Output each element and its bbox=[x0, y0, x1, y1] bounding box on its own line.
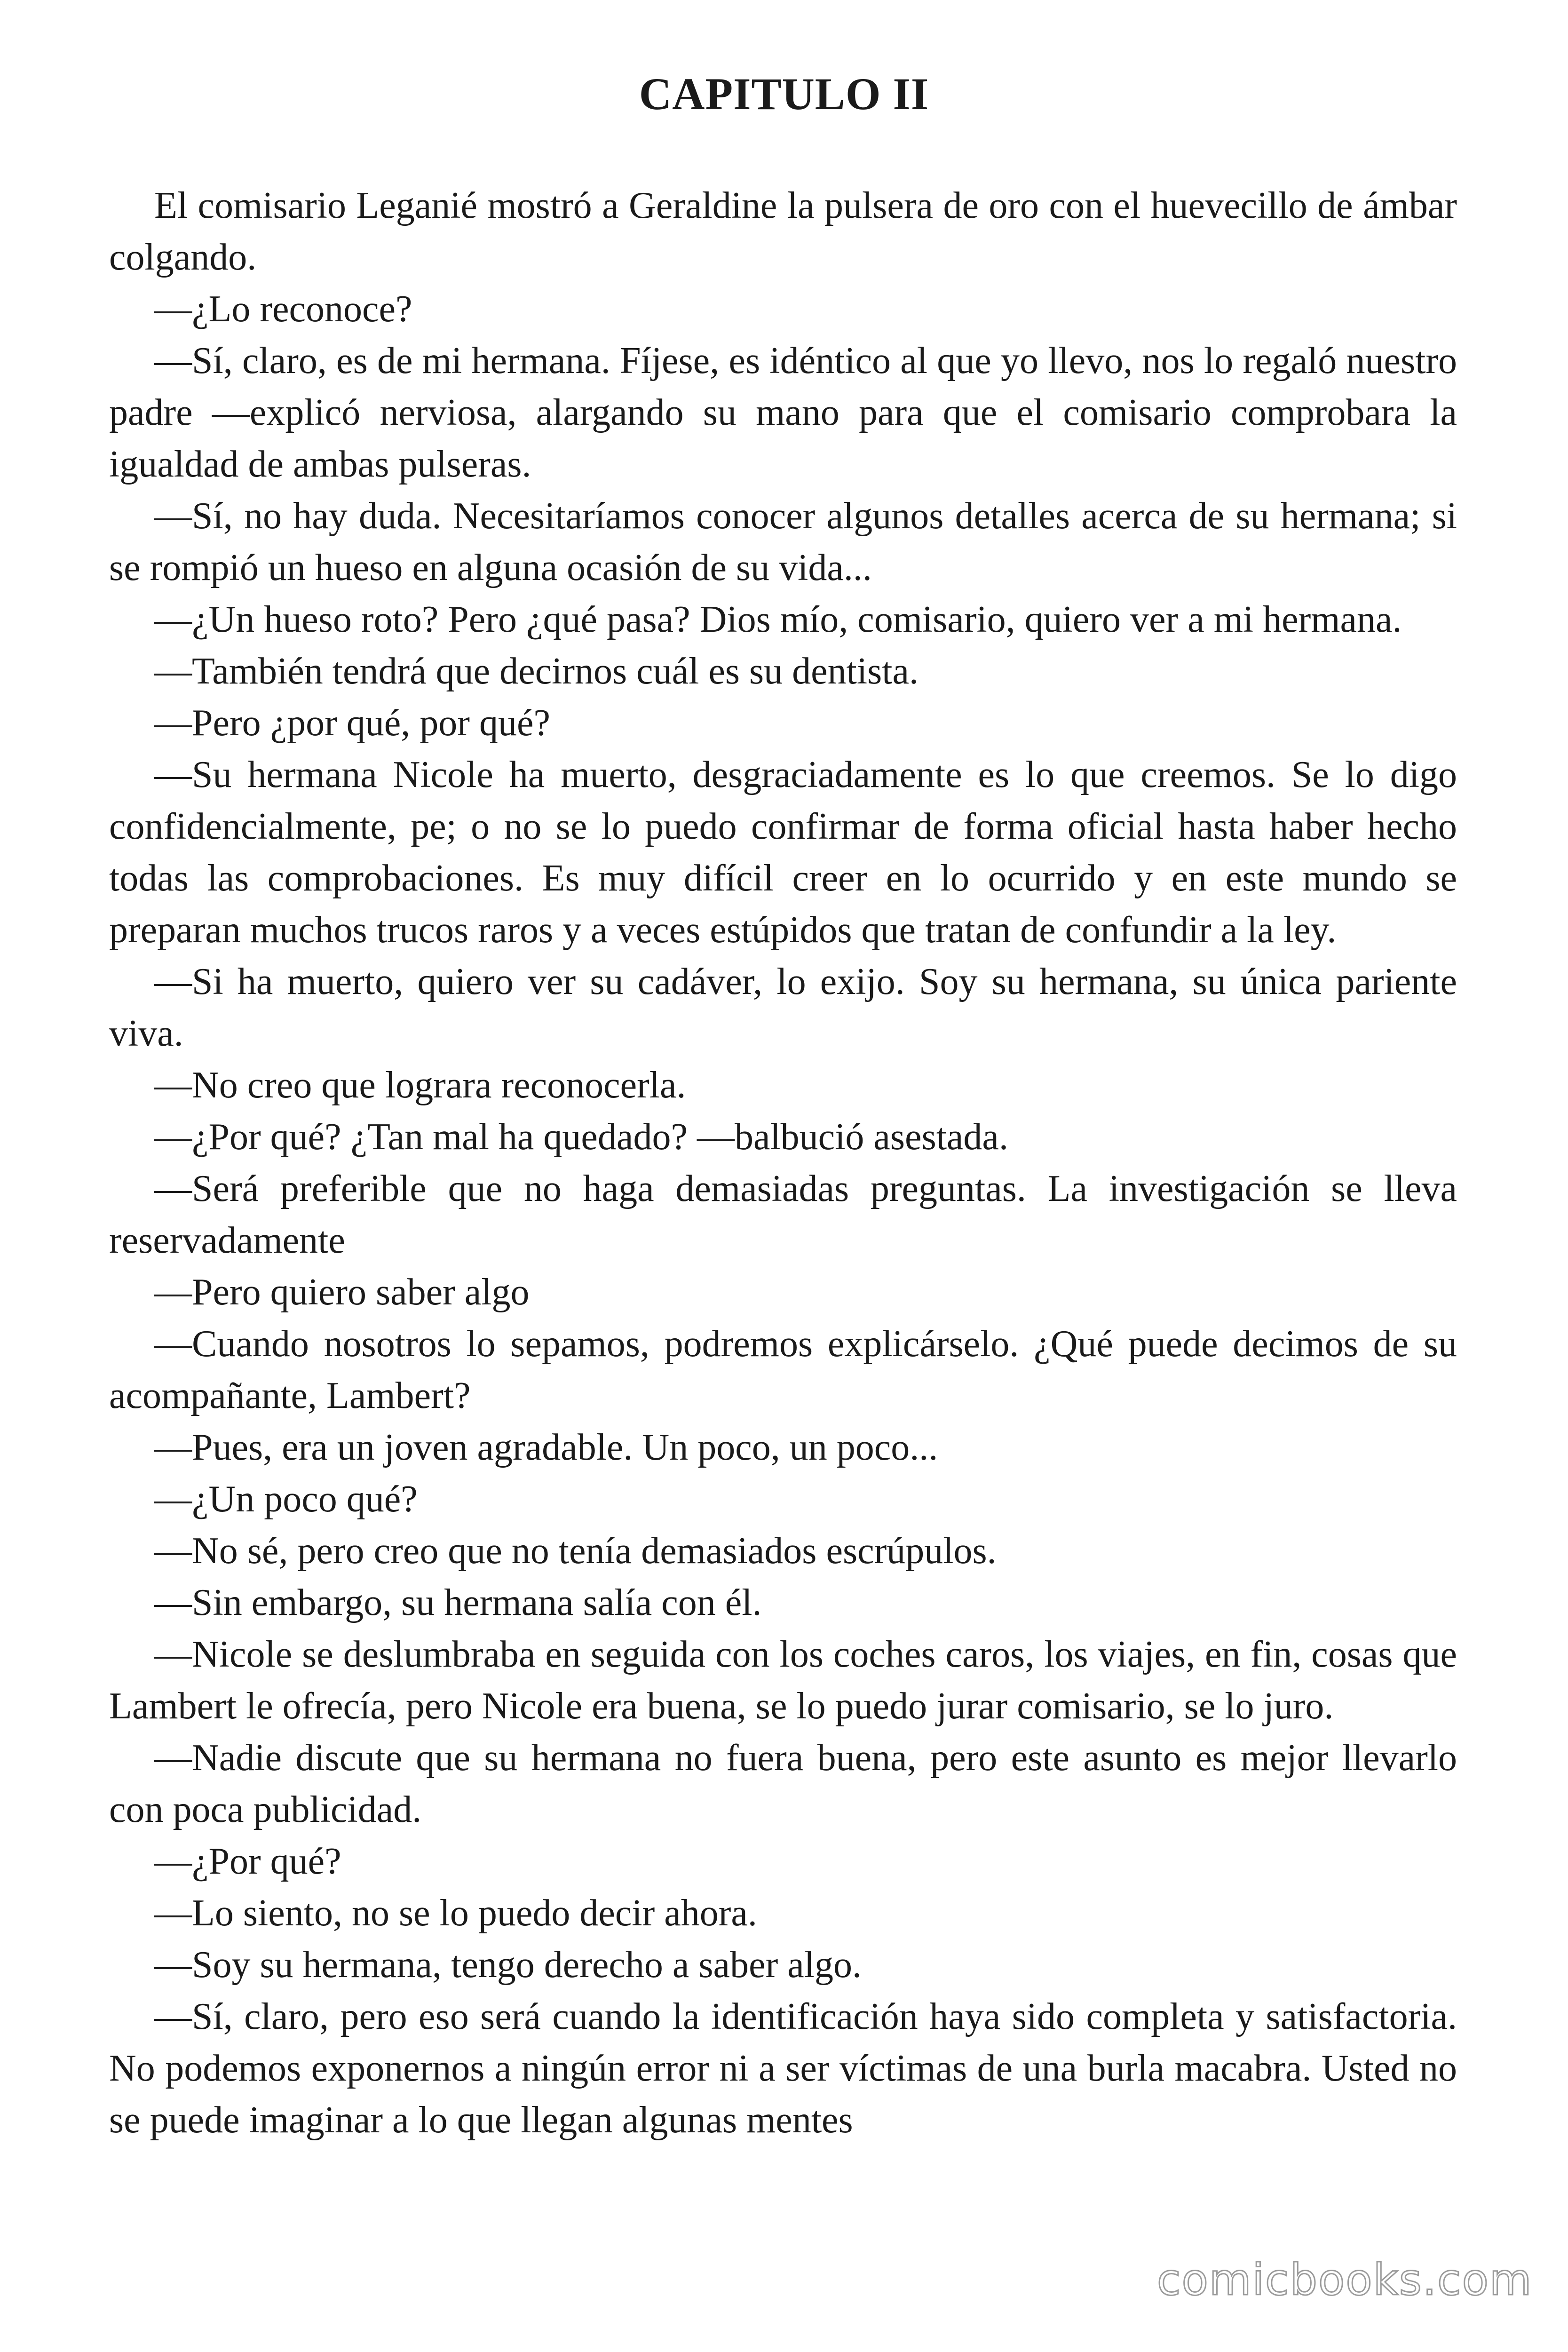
paragraph: —¿Un hueso roto? Pero ¿qué pasa? Dios mío, comisario, quiero ver a mi hermana. bbox=[154, 599, 1402, 640]
paragraph: —¿Por qué? bbox=[154, 1841, 341, 1882]
paragraph: —Será preferible que no haga demasiadas preguntas. La investigación se lleva reservadamente bbox=[109, 1168, 1457, 1261]
paragraph: —Cuando nosotros lo sepamos, podremos explicárselo. ¿Qué puede decimos de su acompañante, Lambert? bbox=[109, 1323, 1457, 1416]
paragraph: —Sí, claro, es de mi hermana. Fíjese, es idéntico al que yo llevo, nos lo regaló nuestro padre —explicó nerviosa, alargando su mano para que el comisario comprobara la igualdad de ambas pulseras. bbox=[109, 340, 1457, 485]
paragraph: —Sí, claro, pero eso será cuando la identificación haya sido completa y satisfactoria. No podemos exponernos a ningún error ni a ser víctimas de una burla macabra. Usted no se puede imaginar a lo que llegan algunas mentes bbox=[109, 1996, 1457, 2141]
paragraph: —Nadie discute que su hermana no fuera buena, pero este asunto es mejor llevarlo con poca publicidad. bbox=[109, 1737, 1457, 1830]
paragraph: —Pero ¿por qué, por qué? bbox=[154, 702, 550, 744]
paragraph: —No creo que lograra reconocerla. bbox=[154, 1065, 686, 1106]
chapter-body bbox=[109, 180, 1457, 2146]
paragraph: —Lo siento, no se lo puedo decir ahora. bbox=[154, 1892, 757, 1934]
paragraph: El comisario Leganié mostró a Geraldine la pulsera de oro con el huevecillo de ámbar colgando. bbox=[109, 185, 1457, 278]
paragraph: —Sin embargo, su hermana salía con él. bbox=[154, 1582, 762, 1623]
paragraph: —Soy su hermana, tengo derecho a saber algo. bbox=[154, 1944, 862, 1986]
paragraph: —Si ha muerto, quiero ver su cadáver, lo exijo. Soy su hermana, su única pariente viva. bbox=[109, 961, 1457, 1054]
paragraph: —¿Lo reconoce? bbox=[154, 288, 412, 330]
paragraph: —¿Un poco qué? bbox=[154, 1478, 418, 1520]
paragraph: —También tendrá que decirnos cuál es su dentista. bbox=[154, 651, 919, 692]
watermark-logo: comicbooks.com bbox=[1157, 2255, 1533, 2305]
paragraph: —¿Por qué? ¿Tan mal ha quedado? —balbució asestada. bbox=[154, 1116, 1008, 1158]
paragraph: —Sí, no hay duda. Necesitaríamos conocer algunos detalles acerca de su hermana; si se rompió un hueso en alguna ocasión de su vida... bbox=[109, 495, 1457, 588]
paragraph: —Nicole se deslumbraba en seguida con los coches caros, los viajes, en fin, cosas que Lambert le ofrecía, pero Nicole era buena, se lo puedo jurar comisario, se lo juro. bbox=[109, 1634, 1457, 1727]
paragraph: —Pues, era un joven agradable. Un poco, un poco... bbox=[154, 1427, 938, 1468]
paragraph: —Su hermana Nicole ha muerto, desgraciadamente es lo que creemos. Se lo digo confidencialmente, pe; o no se lo puedo confirmar de forma oficial hasta haber hecho todas las comprobaciones. Es muy difícil creer en lo ocurrido y en este mundo se preparan muchos trucos raros y a veces estúpidos que tratan de confundir a la ley. bbox=[109, 754, 1457, 951]
paragraph: —No sé, pero creo que no tenía demasiados escrúpulos. bbox=[154, 1530, 997, 1572]
chapter-title: CAPITULO II bbox=[639, 69, 929, 119]
paragraph: —Pero quiero saber algo bbox=[154, 1271, 530, 1313]
